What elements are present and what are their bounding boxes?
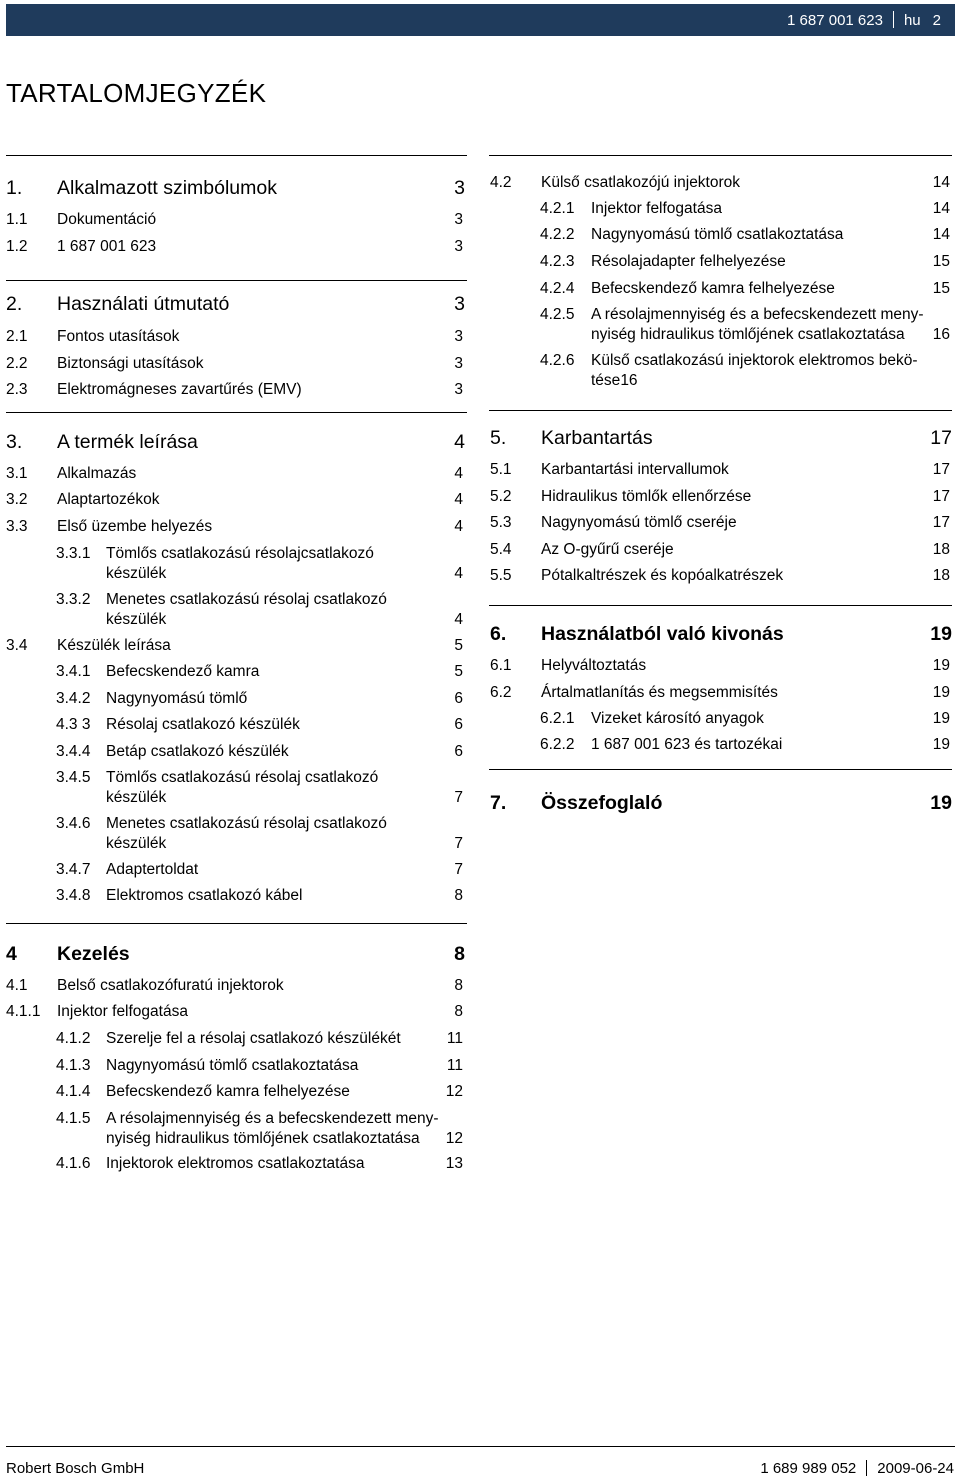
toc-number: 3.4 xyxy=(6,637,28,654)
toc-number: 5.1 xyxy=(490,461,512,478)
footer-company: Robert Bosch GmbH xyxy=(6,1460,145,1477)
toc-title: Elektromos csatlakozó kábel xyxy=(106,887,303,904)
toc-title-line1: A résolajmennyiség és a befecskendezett meny- xyxy=(106,1110,439,1127)
toc-title: Hidraulikus tömlők ellenőrzése xyxy=(541,488,752,505)
toc-page: 17 xyxy=(932,514,950,531)
toc-page: 4 xyxy=(454,565,463,582)
toc-title: Befecskendező kamra felhelyezése xyxy=(591,280,835,297)
toc-number: 4.2.6 xyxy=(540,352,575,369)
header-page-number: 2 xyxy=(932,12,941,29)
toc-title: Résolaj csatlakozó készülék xyxy=(106,716,300,733)
toc-page: 4 xyxy=(454,518,463,535)
toc-title-line2: készülék xyxy=(106,565,167,582)
toc-page: 7 xyxy=(454,835,463,852)
toc-number: 3.4.4 xyxy=(56,743,91,760)
toc-number: 1. xyxy=(6,177,23,199)
toc-page: 16 xyxy=(932,326,950,343)
toc-entry-4-2-5[interactable] xyxy=(540,305,950,345)
toc-number: 3. xyxy=(6,431,23,453)
footer-rule xyxy=(6,1446,955,1447)
footer-date: 2009-06-24 xyxy=(877,1460,954,1477)
toc-title: Pótalkaltrészek és kopóalkatrészek xyxy=(541,567,784,584)
toc-page: 8 xyxy=(454,887,463,904)
toc-number: 4.1.4 xyxy=(56,1083,91,1100)
toc-title: Betáp csatlakozó készülék xyxy=(106,743,289,760)
toc-page: 4 xyxy=(454,465,463,482)
toc-entry-4-2-6[interactable] xyxy=(540,351,950,391)
toc-title: A termék leírása xyxy=(57,431,198,453)
toc-divider xyxy=(489,769,952,770)
toc-page: 7 xyxy=(454,861,463,878)
toc-title: Külső csatlakozójú injektorok xyxy=(541,174,741,191)
footer-right xyxy=(760,1460,954,1477)
toc-page: 4 xyxy=(454,491,463,508)
toc-number: 3.4.7 xyxy=(56,861,91,878)
toc-number: 3.4.1 xyxy=(56,663,91,680)
toc-entry-3-3-1[interactable] xyxy=(56,544,463,584)
toc-page: 6 xyxy=(454,690,463,707)
toc-title: Összefoglaló xyxy=(541,792,663,814)
toc-title: Helyváltoztatás xyxy=(541,657,647,674)
toc-title: Résolajadapter felhelyezése xyxy=(591,253,786,270)
toc-page: 11 xyxy=(446,1030,463,1047)
toc-title: 1 687 001 623 és tartozékai xyxy=(591,736,783,753)
toc-title-line1: Menetes csatlakozású résolaj csatlakozó xyxy=(106,815,387,832)
toc-page: 6 xyxy=(454,716,463,733)
toc-page: 13 xyxy=(445,1155,463,1172)
toc-title: Nagynyomású tömlő xyxy=(106,690,248,707)
toc-page: 19 xyxy=(932,710,950,727)
toc-page: 19 xyxy=(932,684,950,701)
toc-title: Használati útmutató xyxy=(57,293,230,315)
toc-title: Adaptertoldat xyxy=(106,861,199,878)
toc-title: Nagynyomású tömlő csatlakoztatása xyxy=(106,1057,359,1074)
toc-title: Az O-gyűrű cseréje xyxy=(541,541,674,558)
toc-number: 4.2.1 xyxy=(540,200,575,217)
toc-page: 18 xyxy=(932,567,950,584)
toc-number: 7. xyxy=(490,792,507,814)
toc-number: 3.4.5 xyxy=(56,769,91,786)
toc-number: 4.2.2 xyxy=(540,226,575,243)
toc-page: 19 xyxy=(932,736,950,753)
toc-number: 3.3 xyxy=(6,518,28,535)
toc-page: 19 xyxy=(932,657,950,674)
toc-page: 3 xyxy=(454,381,463,398)
toc-title: Karbantartás xyxy=(541,427,653,449)
toc-divider xyxy=(6,280,467,281)
toc-page: 3 xyxy=(454,293,465,315)
footer-separator xyxy=(866,1460,867,1476)
toc-number: 3.4.6 xyxy=(56,815,91,832)
toc-number: 6.2 xyxy=(490,684,512,701)
toc-number: 6.2.1 xyxy=(540,710,575,727)
toc-divider xyxy=(489,410,952,411)
toc-page: 8 xyxy=(454,977,463,994)
toc-number: 4.1.2 xyxy=(56,1030,91,1047)
toc-number: 2.3 xyxy=(6,381,28,398)
toc-number: 4 xyxy=(6,943,17,965)
toc-page: 12 xyxy=(445,1083,463,1100)
toc-number: 2. xyxy=(6,293,23,315)
toc-title-line2: nyiség hidraulikus tömlőjének csatlakoztatása xyxy=(591,326,905,343)
toc-page: 4 xyxy=(454,611,463,628)
toc-title: Biztonsági utasítások xyxy=(57,355,204,372)
toc-page: 8 xyxy=(454,1003,463,1020)
toc-title: Injektor felfogatása xyxy=(57,1003,188,1020)
toc-page: 16 xyxy=(620,372,638,389)
toc-page: 3 xyxy=(454,211,463,228)
toc-page: 14 xyxy=(932,226,950,243)
toc-number: 5.2 xyxy=(490,488,512,505)
toc-title: Nagynyomású tömlő cseréje xyxy=(541,514,737,531)
toc-number: 4.1.6 xyxy=(56,1155,91,1172)
toc-divider xyxy=(489,155,952,156)
toc-page: 6 xyxy=(454,743,463,760)
toc-title: 1 687 001 623 xyxy=(57,238,157,255)
toc-divider xyxy=(6,923,467,924)
toc-number: 4.2.4 xyxy=(540,280,575,297)
toc-title: Kezelés xyxy=(57,943,130,965)
toc-title-line1: Tömlős csatlakozású résolaj csatlakozó xyxy=(106,769,379,786)
toc-number: 4.2.3 xyxy=(540,253,575,270)
toc-title: Alkalmazott szimbólumok xyxy=(57,177,277,199)
toc-title: Belső csatlakozófuratú injektorok xyxy=(57,977,284,994)
toc-page: 19 xyxy=(930,623,952,645)
toc-number: 3.3.1 xyxy=(56,545,91,562)
toc-number: 6.2.2 xyxy=(540,736,575,753)
toc-title-line2: készülék xyxy=(106,835,167,852)
toc-number: 2.1 xyxy=(6,328,28,345)
toc-title-line2 xyxy=(591,371,638,391)
toc-title: Szerelje fel a résolaj csatlakozó készülékét xyxy=(106,1030,401,1047)
toc-title-line1: Menetes csatlakozású résolaj csatlakozó xyxy=(106,591,387,608)
toc-title: Alaptartozékok xyxy=(57,491,160,508)
toc-number: 4.1.1 xyxy=(6,1003,41,1020)
toc-title: Elektromágneses zavartűrés (EMV) xyxy=(57,381,302,398)
toc-number: 3.3.2 xyxy=(56,591,91,608)
toc-number: 4.2.5 xyxy=(540,306,575,323)
toc-number: 5.5 xyxy=(490,567,512,584)
toc-number: 4.1.5 xyxy=(56,1110,91,1127)
toc-number: 6.1 xyxy=(490,657,512,674)
toc-title: Ártalmatlanítás és megsemmisítés xyxy=(541,684,778,701)
toc-title: Karbantartási intervallumok xyxy=(541,461,729,478)
toc-page: 15 xyxy=(932,280,950,297)
toc-title-line1: A résolajmennyiség és a befecskendezett meny- xyxy=(591,306,924,323)
toc-title: Befecskendező kamra xyxy=(106,663,260,680)
toc-page: 3 xyxy=(454,177,465,199)
toc-page: 14 xyxy=(932,200,950,217)
toc-title-line1: Külső csatlakozású injektorok elektromos bekö- xyxy=(591,352,918,369)
toc-page: 5 xyxy=(454,637,463,654)
document-title: TARTALOMJEGYZÉK xyxy=(6,78,267,108)
toc-page: 4 xyxy=(454,431,465,453)
toc-title: Vizeket károsító anyagok xyxy=(591,710,764,727)
toc-number: 4.2 xyxy=(490,174,512,191)
toc-page: 8 xyxy=(454,943,465,965)
toc-page: 5 xyxy=(454,663,463,680)
toc-title: Befecskendező kamra felhelyezése xyxy=(106,1083,350,1100)
toc-title: Dokumentáció xyxy=(57,211,157,228)
toc-title-line2: készülék xyxy=(106,611,167,628)
toc-number: 5.4 xyxy=(490,541,512,558)
header-separator xyxy=(893,11,894,28)
toc-title: Alkalmazás xyxy=(57,465,137,482)
toc-number: 4.3 3 xyxy=(56,716,91,733)
toc-page: 3 xyxy=(454,238,463,255)
header-language: hu xyxy=(903,12,921,29)
toc-number: 3.4.2 xyxy=(56,690,91,707)
toc-page: 17 xyxy=(930,427,952,449)
toc-page: 12 xyxy=(445,1130,463,1147)
toc-title-line2-text: tése xyxy=(591,372,621,389)
toc-number: 6. xyxy=(490,623,507,645)
toc-page: 18 xyxy=(932,541,950,558)
toc-title-line1: Tömlős csatlakozású résolajcsatlakozó xyxy=(106,545,374,562)
toc-page: 15 xyxy=(932,253,950,270)
toc-title: Használatból való kivonás xyxy=(541,623,784,645)
toc-number: 3.4.8 xyxy=(56,887,91,904)
toc-entry-3-3-2[interactable] xyxy=(56,590,463,630)
toc-title: Injektor felfogatása xyxy=(591,200,722,217)
header-text xyxy=(787,11,941,29)
toc-page: 7 xyxy=(454,789,463,806)
toc-number: 1.1 xyxy=(6,211,28,228)
toc-page: 19 xyxy=(930,792,952,814)
toc-title: Nagynyomású tömlő csatlakoztatása xyxy=(591,226,844,243)
toc-page: 11 xyxy=(446,1057,463,1074)
toc-number: 1.2 xyxy=(6,238,28,255)
toc-number: 2.2 xyxy=(6,355,28,372)
footer-doc-ref: 1 689 989 052 xyxy=(760,1460,857,1477)
toc-number: 4.1.3 xyxy=(56,1057,91,1074)
toc-divider xyxy=(6,155,467,156)
toc-title: Fontos utasítások xyxy=(57,328,180,345)
toc-number: 5.3 xyxy=(490,514,512,531)
toc-entry-3-4-6[interactable] xyxy=(56,814,463,854)
toc-entry-4-1-5[interactable] xyxy=(56,1109,463,1149)
toc-title-line2: nyiség hidraulikus tömlőjének csatlakoztatása xyxy=(106,1130,420,1147)
toc-title-line2: készülék xyxy=(106,789,167,806)
toc-divider xyxy=(489,605,952,606)
toc-number: 3.1 xyxy=(6,465,28,482)
toc-title: Első üzembe helyezés xyxy=(57,518,213,535)
header-bar xyxy=(6,4,955,36)
toc-divider xyxy=(6,412,467,413)
toc-page: 3 xyxy=(454,355,463,372)
header-doc-number: 1 687 001 623 xyxy=(787,12,883,29)
toc-number: 3.2 xyxy=(6,491,28,508)
toc-number: 4.1 xyxy=(6,977,28,994)
toc-page: 3 xyxy=(454,328,463,345)
toc-title: Injektorok elektromos csatlakoztatása xyxy=(106,1155,365,1172)
toc-page: 17 xyxy=(932,461,950,478)
toc-page: 14 xyxy=(932,174,950,191)
toc-entry-3-4-5[interactable] xyxy=(56,768,463,808)
toc-number: 5. xyxy=(490,427,507,449)
toc-title: Készülék leírása xyxy=(57,637,171,654)
toc-page: 17 xyxy=(932,488,950,505)
